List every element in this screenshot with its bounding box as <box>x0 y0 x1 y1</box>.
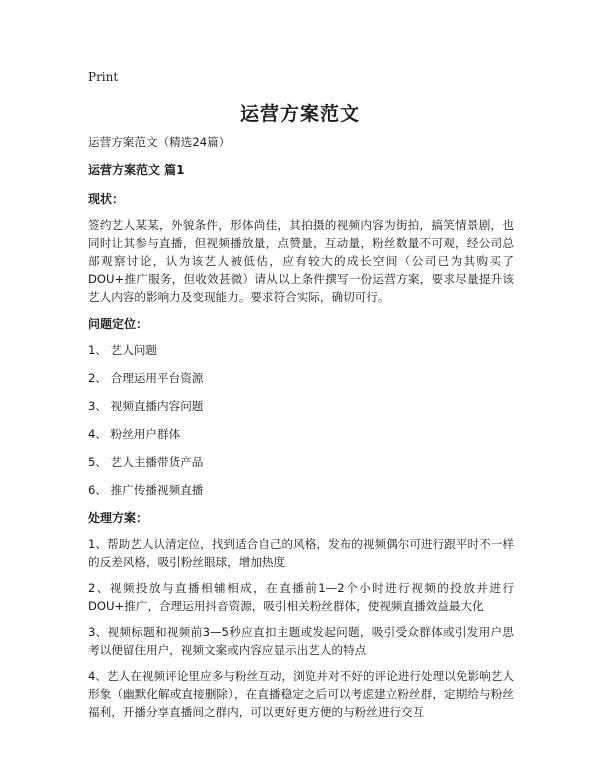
list-item: 1、帮助艺人认清定位，找到适合自己的风格，发布的视频偶尔可进行跟平时不一样的反差风格，吸引粉丝眼球，增加热度 <box>88 537 514 569</box>
print-label: Print <box>88 70 119 84</box>
document-title: 运营方案范文 <box>239 103 360 125</box>
list-item: 1、 艺人问题 <box>88 343 158 357</box>
problem-list <box>88 341 514 499</box>
status-paragraph: 签约艺人某某，外貌条件，形体尚佳，其拍摄的视频内容为街拍，搞笑情景剧，也同时让其参与直播，但视频播放量，点赞量，互动量，粉丝数量不可观，经公司总部观察讨论，认为该艺人被低估，应有较大的成长空间（公司已为其购买了DOU+推广服务，但收效甚微）请从以上条件撰写一份运营方案，要求尽量提升该艺人内容的影响力及变现能力。要求符合实际，确切可行。 <box>88 218 514 304</box>
list-item: 2、 合理运用平台资源 <box>88 371 204 385</box>
plan-heading: 处理方案： <box>88 511 149 525</box>
chapter-heading: 运营方案范文 篇1 <box>88 163 185 177</box>
problem-heading: 问题定位： <box>88 317 149 331</box>
list-item: 4、 粉丝用户群体 <box>88 427 181 441</box>
list-item: 2、视频投放与直播相辅相成，在直播前1—2个小时进行视频的投放并进行DOU+推广，合理运用抖音资源，吸引相关粉丝群体，使视频直播效益最大化 <box>88 581 514 613</box>
list-item: 4、艺人在视频评论里应多与粉丝互动，浏览并对不好的评论进行处理以免影响艺人形象（幽默化解或直接删除），在直播稳定之后可以考虑建立粉丝群，定期给与粉丝福利，开播分享直播间之群内，可以更好更方便的与粉丝进行交互 <box>88 669 514 719</box>
list-item: 5、 艺人主播带货产品 <box>88 455 204 469</box>
list-item: 3、 视频直播内容问题 <box>88 399 204 413</box>
plan-list <box>88 535 514 721</box>
status-heading: 现状： <box>88 192 125 206</box>
document-subtitle: 运营方案范文（精选24篇） <box>88 135 231 149</box>
document-body <box>88 133 514 729</box>
list-item: 6、 推广传播视频直播 <box>88 483 204 497</box>
list-item: 3、视频标题和视频前3—5秒应直扣主题或发起问题，吸引受众群体或引发用户思考以便留住用户，视频文案或内容应显示出艺人的特点 <box>88 625 514 657</box>
